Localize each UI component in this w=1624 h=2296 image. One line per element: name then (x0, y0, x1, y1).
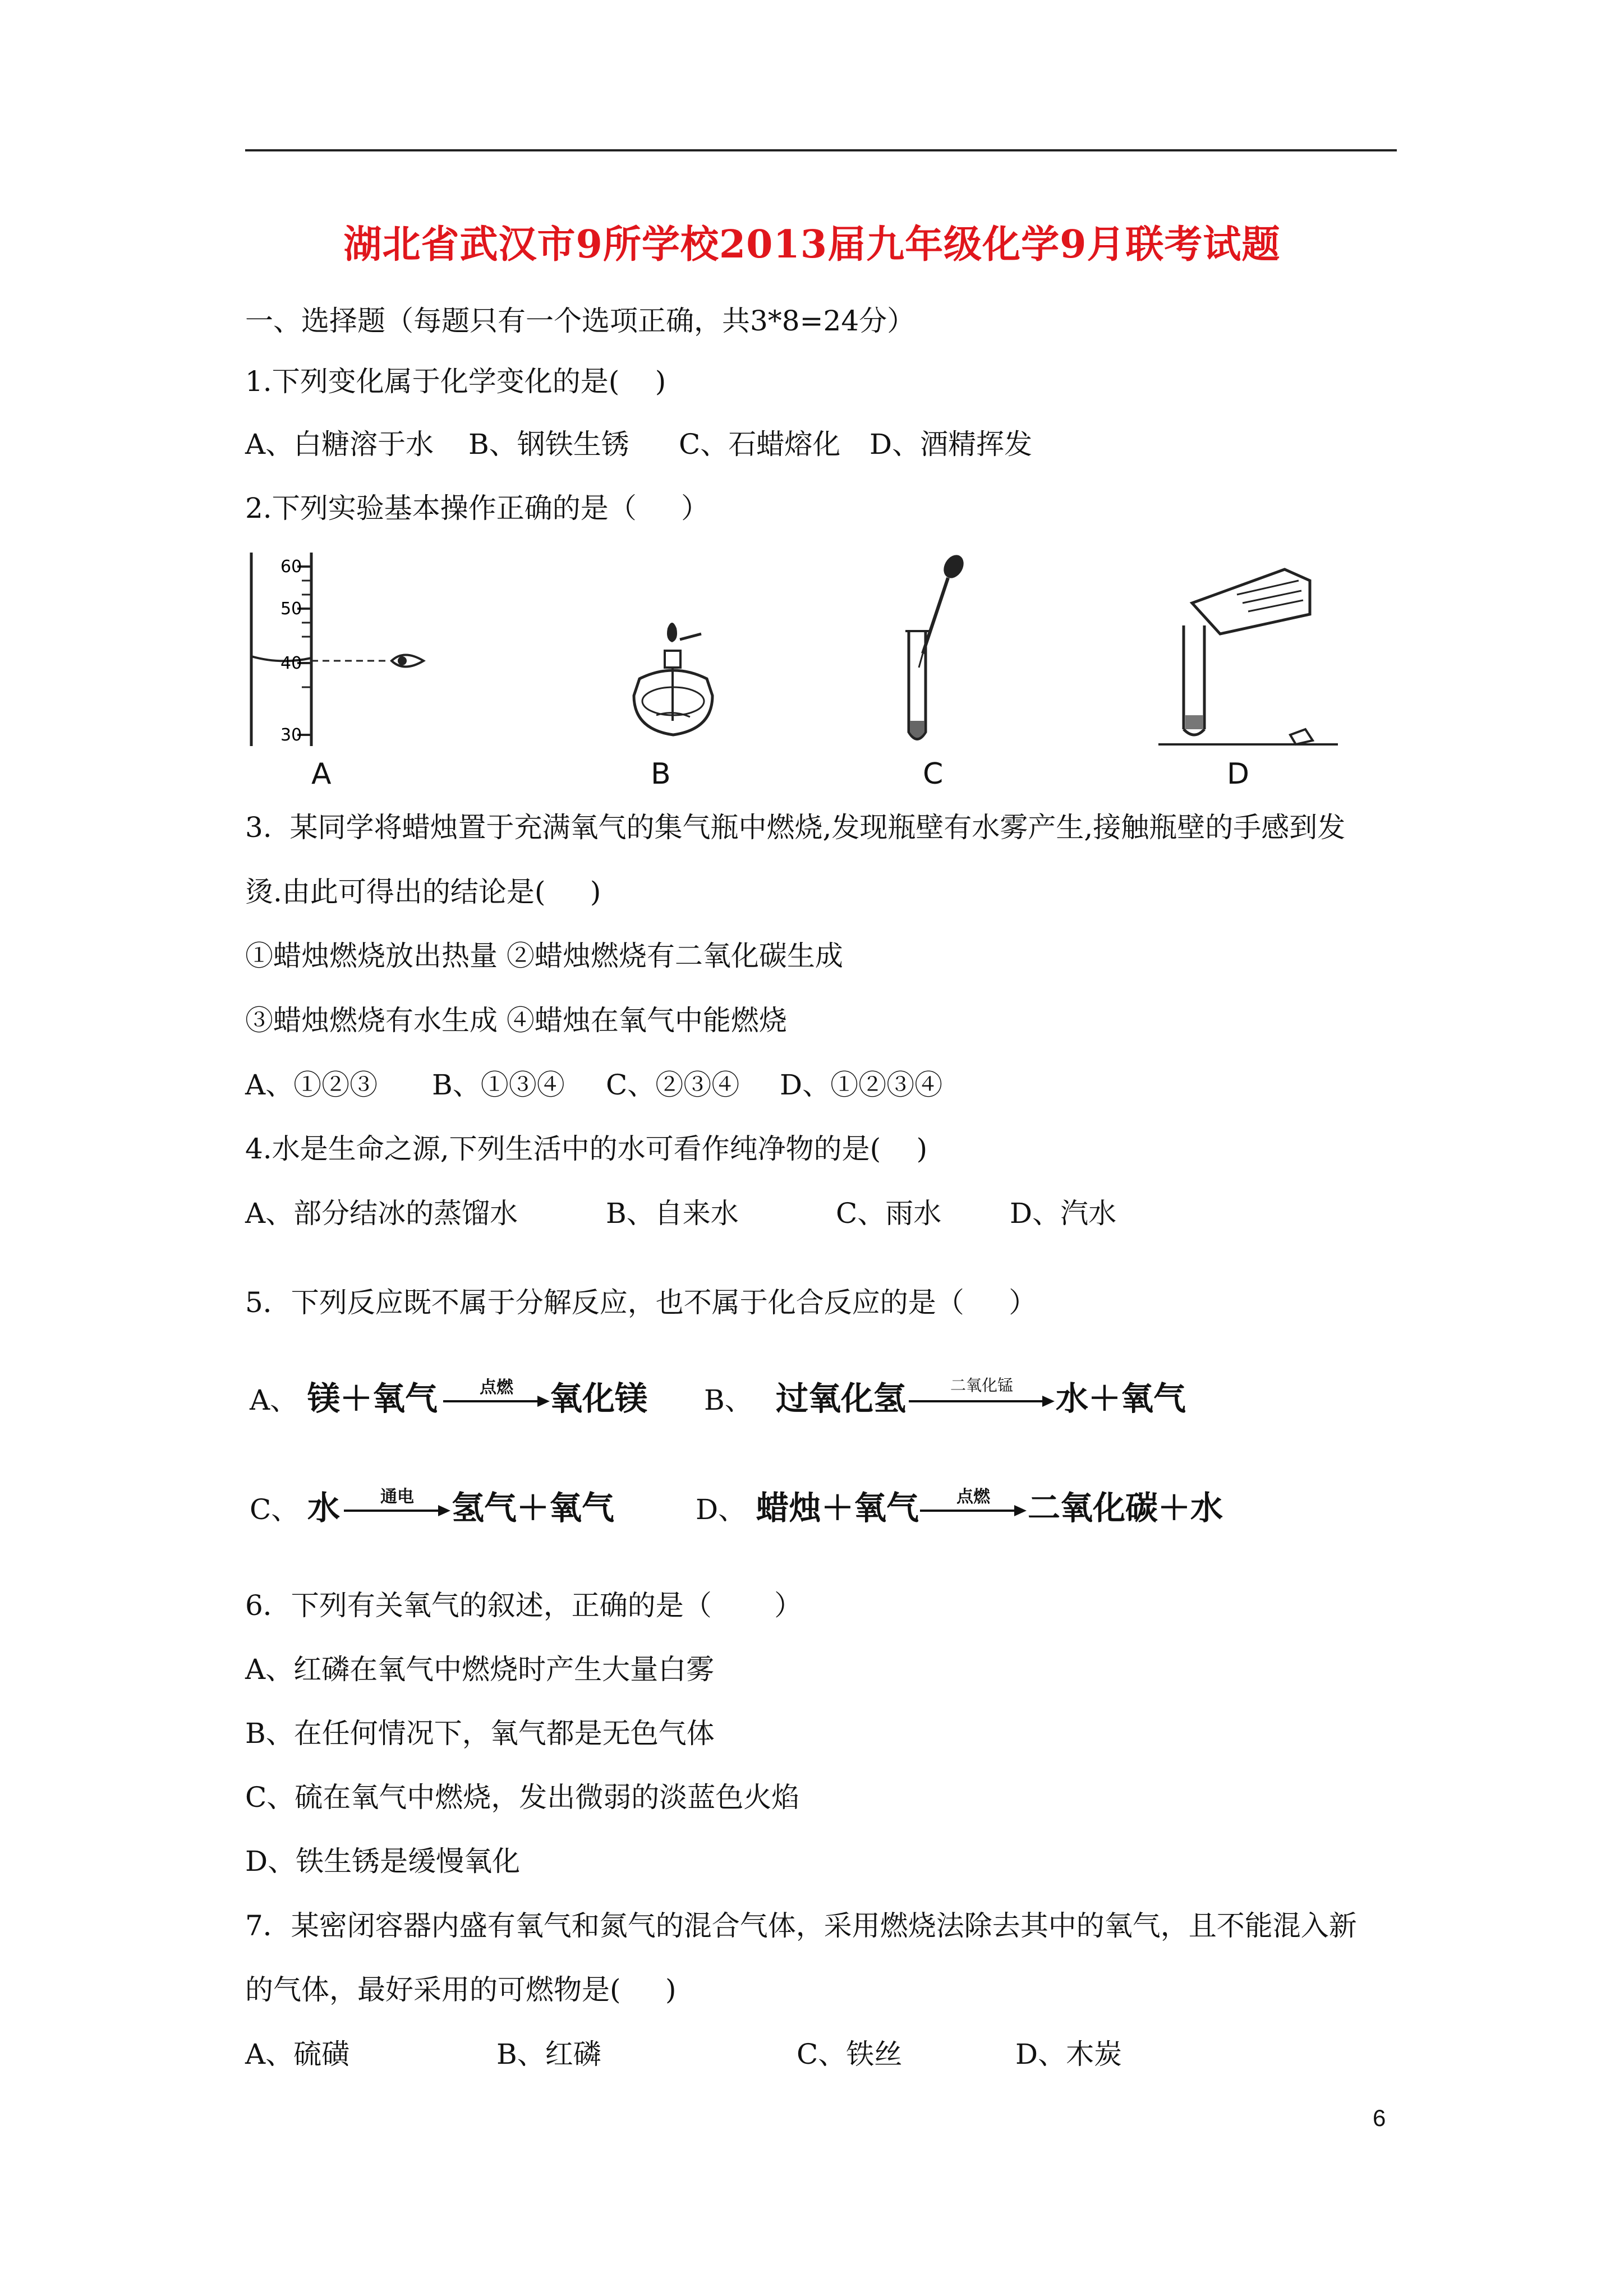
q5-option-d-arrow: 点燃 (920, 1483, 1027, 1516)
q7-option-d: D、木炭 (1015, 2038, 1122, 2070)
q3-option-d: D、①②③④ (780, 1069, 943, 1101)
figure-c-label: C (923, 757, 944, 791)
q1-stem: 1.下列变化属于化学变化的是( ) (245, 365, 666, 398)
header-rule (245, 149, 1397, 151)
q5-option-d-products: 二氧化碳＋水 (1028, 1489, 1223, 1527)
q1-option-c: C、石蜡熔化 (679, 428, 841, 461)
q5-option-b-products: 水＋氧气 (1056, 1379, 1186, 1418)
q3-option-b: B、①③④ (432, 1069, 565, 1101)
q7-stem-line2: 的气体，最好采用的可燃物是( ) (245, 1973, 677, 2006)
q7-option-b: B、红磷 (496, 2038, 601, 2070)
q4-option-a: A、部分结冰的蒸馏水 (245, 1197, 518, 1230)
tick-40: 40 (280, 654, 302, 673)
figure-d-label: D (1227, 757, 1250, 791)
q7-stem-line1: 7．某密闭容器内盛有氧气和氮气的混合气体，采用燃烧法除去其中的氧气，且不能混入新 (245, 1910, 1357, 1942)
q1-option-d: D、酒精挥发 (869, 428, 1033, 461)
page-number: 6 (1373, 2105, 1386, 2131)
q5-option-a-products: 氧化镁 (550, 1379, 648, 1418)
q7-option-a: A、硫磺 (245, 2038, 350, 2070)
tick-30: 30 (280, 725, 302, 745)
figure-a-cylinder-reading (241, 553, 443, 754)
q6-option-d: D、铁生锈是缓慢氧化 (245, 1845, 521, 1878)
q3-statements-line2: ③蜡烛燃烧有水生成 ④蜡烛在氧气中能燃烧 (245, 1004, 787, 1037)
tick-50: 50 (280, 599, 302, 619)
q5-option-c-reactants: 水 (307, 1489, 341, 1527)
q5-option-d-reactants: 蜡烛＋氧气 (756, 1489, 919, 1527)
figure-a-label: A (311, 757, 332, 791)
q5-stem: 5．下列反应既不属于分解反应，也不属于化合反应的是（ ） (245, 1286, 1037, 1319)
figure-c-dropper-test-tube (892, 553, 976, 754)
q5-option-b-reactants: 过氧化氢 (776, 1379, 907, 1418)
q6-option-c: C、硫在氧气中燃烧，发出微弱的淡蓝色火焰 (245, 1781, 800, 1814)
q4-option-b: B、自来水 (606, 1197, 739, 1230)
q3-option-c: C、②③④ (606, 1069, 740, 1101)
q3-stem-line2: 烫.由此可得出的结论是( ) (245, 876, 601, 908)
figure-b-alcohol-lamp (606, 617, 740, 757)
section-heading: 一、选择题（每题只有一个选项正确，共3*8=24分） (245, 305, 915, 337)
q3-option-a: A、①②③ (245, 1069, 378, 1101)
q2-stem: 2.下列实验基本操作正确的是（ ） (245, 492, 710, 524)
q1-option-b: B、钢铁生锈 (468, 428, 629, 461)
q4-option-d: D、汽水 (1010, 1197, 1117, 1230)
q5-option-a-reactants: 镁＋氧气 (307, 1379, 438, 1418)
q5-option-c-label: C、 (250, 1493, 300, 1526)
q1-option-a: A、白糖溶于水 (245, 428, 434, 461)
q4-stem: 4.水是生命之源,下列生活中的水可看作纯净物的是( ) (245, 1133, 928, 1165)
q5-option-c-arrow: 通电 (344, 1483, 450, 1516)
q5-option-c-products: 氢气＋氧气 (452, 1489, 615, 1527)
q6-option-a: A、红磷在氧气中燃烧时产生大量白雾 (245, 1653, 715, 1686)
tick-60: 60 (280, 557, 302, 577)
q5-option-d-label: D、 (696, 1493, 747, 1526)
q3-statements-line1: ①蜡烛燃烧放出热量 ②蜡烛燃烧有二氧化碳生成 (245, 940, 843, 972)
q3-stem-line1: 3. 某同学将蜡烛置于充满氧气的集气瓶中燃烧,发现瓶壁有水雾产生,接触瓶壁的手感到发 (245, 811, 1346, 844)
q6-option-b: B、在任何情况下，氧气都是无色气体 (245, 1717, 715, 1750)
q5-option-a-arrow: 点燃 (443, 1373, 550, 1407)
q5-option-b-label: B、 (704, 1384, 753, 1416)
q5-option-a-label: A、 (250, 1384, 298, 1416)
q6-stem: 6．下列有关氧气的叙述，正确的是（ ） (245, 1589, 803, 1622)
q4-option-c: C、雨水 (836, 1197, 942, 1230)
q5-option-b-arrow: 二氧化锰 (909, 1373, 1055, 1407)
figure-d-pouring-liquid (1158, 536, 1349, 754)
figure-b-label: B (651, 757, 671, 791)
page-title: 湖北省武汉市9所学校2013届九年级化学9月联考试题 (343, 222, 1281, 267)
q7-option-c: C、铁丝 (797, 2038, 903, 2070)
